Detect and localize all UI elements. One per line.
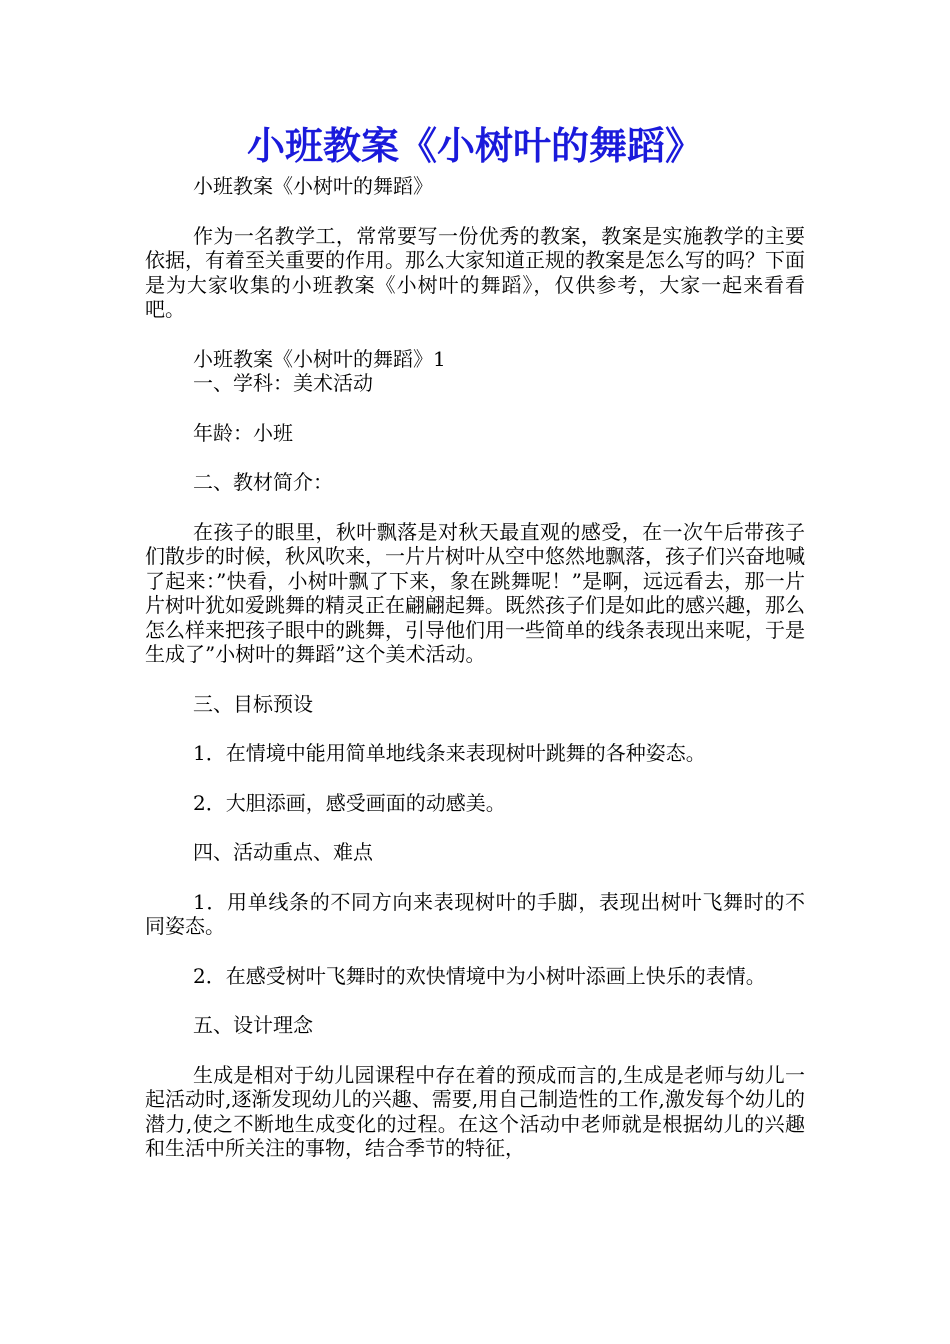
focus-item-2: 2．在感受树叶飞舞时的欢快情境中为小树叶添画上快乐的表情。 — [193, 963, 766, 988]
concept-paragraph: 生成是相对于幼儿园课程中存在着的预成而言的,生成是老师与幼儿一起活动时,逐渐发现幼儿的兴趣、需要,用自己制造性的工作,激发每个幼儿的潜力,使之不断地生成变化的过程。在这个活动中老师就是根据幼儿的兴趣和生活中所关注的事物，结合季节的特征， — [145, 1062, 805, 1160]
materials-heading: 二、教材简介： — [193, 470, 333, 494]
document-page — [145, 118, 805, 1161]
intro-paragraph: 作为一名教学工，常常要写一份优秀的教案，教案是实施教学的主要依据，有着至关重要的作用。那么大家知道正规的教案是怎么写的吗？下面是为大家收集的小班教案《小树叶的舞蹈》，仅供参考，大家一起来看看吧。 — [145, 223, 805, 321]
concept-heading: 五、设计理念 — [193, 1013, 313, 1037]
goal-item-2: 2．大胆添画，感受画面的动感美。 — [193, 790, 506, 815]
document-title: 小班教案《小树叶的舞蹈》 — [246, 124, 703, 168]
section-heading-1: 小班教案《小树叶的舞蹈》1 — [193, 346, 446, 371]
focus-heading: 四、活动重点、难点 — [193, 840, 373, 864]
subtitle-paragraph: 小班教案《小树叶的舞蹈》 — [193, 174, 433, 198]
subject-line: 一、学科：美术活动 — [193, 371, 373, 395]
age-line: 年龄：小班 — [193, 420, 293, 445]
materials-paragraph: 在孩子的眼里，秋叶飘落是对秋天最直观的感受，在一次午后带孩子们散步的时候，秋风吹来，一片片树叶从空中悠然地飘落，孩子们兴奋地喊了起来：”快看，小树叶飘了下来，象在跳舞呢！”是啊，远远看去，那一片片树叶犹如爱跳舞的精灵正在翩翩起舞。既然孩子们是如此的感兴趣，那么怎么样来把孩子眼中的跳舞，引导他们用一些简单的线条表现出来呢，于是生成了”小树叶的舞蹈”这个美术活动。 — [145, 519, 805, 666]
focus-item-1: 1．用单线条的不同方向来表现树叶的手脚，表现出树叶飞舞时的不同姿态。 — [145, 889, 805, 938]
goal-item-1: 1．在情境中能用简单地线条来表现树叶跳舞的各种姿态。 — [193, 741, 706, 765]
goals-heading: 三、目标预设 — [193, 691, 313, 716]
